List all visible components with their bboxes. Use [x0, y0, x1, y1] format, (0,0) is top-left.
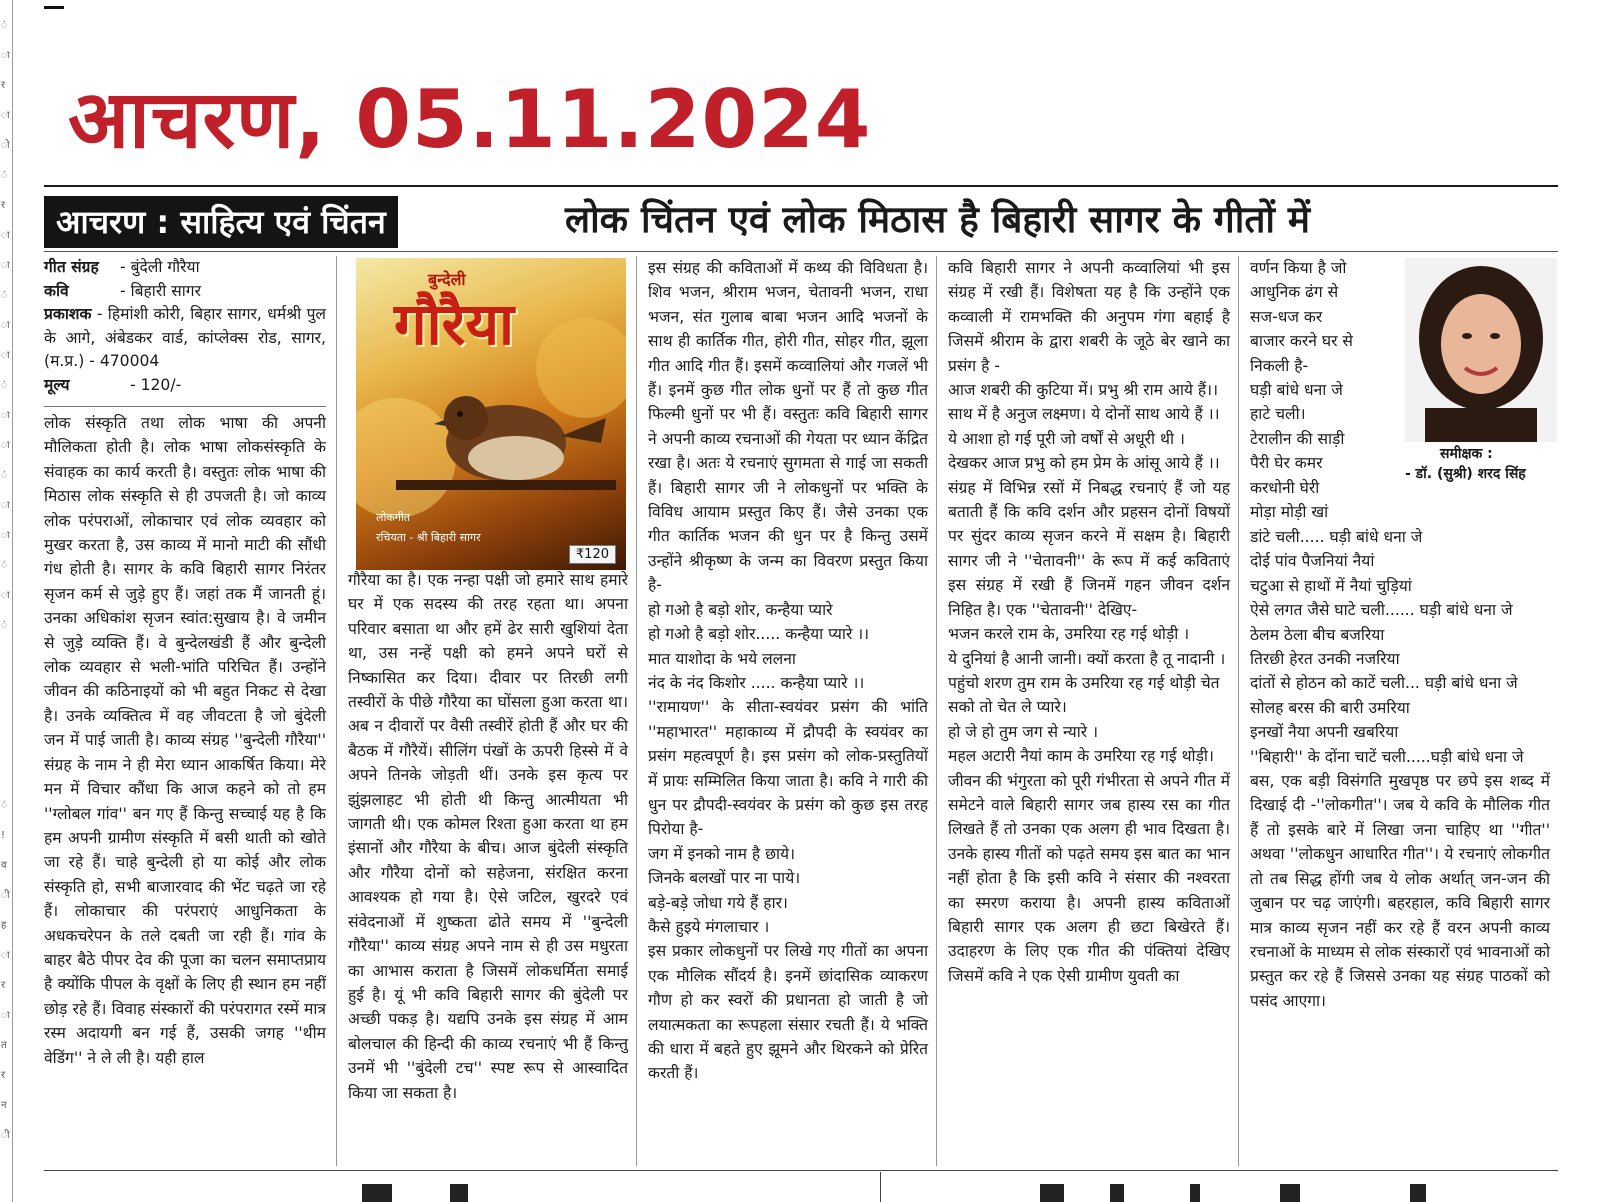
verse-line: चटुआ से हाथों में नैयां चुड़ियां [1250, 576, 1412, 595]
verse-line: देखकर आज प्रभु को हम प्रेम के आंसू आये हैं ।। [948, 454, 1220, 473]
verse-line: बड़े-बड़े जोधा गये हैं हार। [648, 893, 788, 912]
verse-line: हो गओ है बड़ो शोर..... कन्हैया प्यारे ।। [648, 625, 870, 644]
body-paragraph: जीवन की भंगुरता को पूरी गंभीरता से अपने गीत में समेटने वाले बिहारी सागर जब हास्य रस का गीत लिखते हैं तो उनका एक अलग ही भाव दिखता है। उनके हास्य गीतों को पढ़ते समय इस बात का भान नहीं होता है कि इसी कवि ने संसार की नश्वरता का स्मरण कराया है। अपनी हास्य कविताओं बिहारी सागर एक अलग ही छटा बिखेरते हैं। उदाहरण के लिए एक गीत की पंक्तियां देखिए जिसमें कवि ने एक ऐसी ग्रामीण युवती का [948, 771, 1230, 985]
body-paragraph: इस संग्रह की कविताओं में कथ्य की विविधता है। शिव भजन, श्रीराम भजन, चेतावनी भजन, राधा भजन, संत गुलाब बाबा भजन आदि भजनों के साथ ही कार्तिक गीत, होरी गीत, सोहर गीत, झूला गीत आदि गीत हैं। इसमें कव्वालियां और गजलें भी हैं। इनमें कुछ गीत लोक धुनों पर हैं तो कुछ गीत फिल्मी धुनों पर भी हैं। वस्तुतः कवि बिहारी सागर ने अपनी काव्य रचनाओं की गेयता पर ध्यान केंद्रित रखा है। अतः ये रचनाएं सुगमता से गाई जा सकती हैं। बिहारी सागर जी ने लोकधुनों पर भक्ति के विविध आयाम प्रस्तुत किए हैं। जैसे उनका एक गीत कार्तिक भजन की धुन पर है किन्तु उसमें उन्होंने श्रीकृष्ण के जन्म का विवरण प्रस्तुत किया है- [648, 259, 928, 595]
verse-line: ऐसे लगत जैसे घाटे चली...... घड़ी बांधे धना जे [1250, 601, 1513, 620]
book-cover-image [356, 258, 626, 570]
verse-line: ये आशा हो गई पूरी जो वर्षों से अधूरी थी । [948, 429, 1185, 448]
column-1 [44, 256, 326, 1070]
verse-line: जिनके बलखों पार ना पाये। [648, 869, 801, 888]
meta-key: गीत संग्रह [44, 258, 99, 276]
meta-key: कवि [44, 281, 69, 300]
body-paragraph: बस, एक बड़ी विसंगति मुखपृष्ठ पर छपे इस शब्द में दिखाई दी -''लोकगीत''। जब ये कवि के मौलिक गीत हैं तो इसके बारे में लिखा जना चाहिए था ''गीत'' अथवा ''लोकधुन आधारित गीत''। ये रचनाएं लोकगीत तो तब सिद्ध होंगी जब ये लोक अर्थात् जन-जन की जुबान पर चढ़ जाएंगी। बहरहाल, कवि बिहारी सागर मात्र काव्य सृजन नहीं कर रहे हैं वरन अपनी काव्य रचनाओं के माध्यम से लोक संस्कारों एवं भावनाओं को प्रस्तुत कर रहे हैं जिससे उनका यह संग्रह पाठकों को पसंद आएगा। [1250, 772, 1550, 1010]
verse-line: हो जे हो तुम जग से न्यारे । [948, 722, 1098, 741]
verse-line: मोड़ा मोड़ी खां [1250, 503, 1329, 522]
verse-line: कैसे हुइये मंगलाचार । [648, 917, 770, 936]
body-paragraph: कवि बिहारी सागर ने अपनी कव्वालियां भी इस संग्रह में रखी हैं। विशेषता यह है कि उन्होंने एक कव्वाली में रामभक्ति की अनुपम गंगा बहाई है जिसमें श्रीराम के द्वारा शबरी के जूठे बेर खाने का प्रसंग है - [948, 259, 1230, 375]
meta-divider [44, 397, 326, 407]
verse-line: ''बिहारी'' के दोंना चाटें चली.....घड़ी बांधे धना जे [1250, 747, 1524, 766]
body-paragraph: संग्रह में विभिन्न रसों में निबद्ध रचनाएं हैं जो यह बताती हैं कि कवि दर्शन और प्रहसन दोनों विषयों पर सुंदर काव्य सृजन करने में सक्षम है। बिहारी सागर जी ने ''चेतावनी'' के रूप में कई कविताएं इस संग्रह में रखी हैं जिनमें गहन जीवन दर्शन निहित है। एक ''चेतावनी'' देखिए- [948, 478, 1230, 619]
column-2 [348, 568, 628, 1105]
cover-top-word: बुन्देली [428, 270, 466, 289]
headline-rule [44, 251, 1558, 252]
verse-line: हो गओ है बड़ो शोर, कन्हैया प्यारे [648, 600, 833, 619]
body-paragraph: गौरैया का है। एक नन्हा पक्षी जो हमारे साथ हमारे घर में एक सदस्य की तरह रहता था। अपना परिवार बसाता था और हमें ढेर सारी खुशियां देता था, उस नन्हें पक्षी को हमने अपने घरों से निष्कासित कर दिया। दीवार पर तिरछी लगी तस्वीरों के पीछे गौरैया का घोंसला हुआ करता था। अब न दीवारों पर वैसी तस्वीरें होती हैं और घर की बैठक में गौरैयें। सीलिंग पंखों के ऊपरी हिस्से में वे अपने तिनके जोड़ती थीं। उनके इस कृत्य पर झुंझलाहट भी होती थी किन्तु आत्मीयता भी जागती थी। एक कोमल रिश्ता हुआ करता था हम इंसानों और गौरैया के बीच। आज बुंदेली संस्कृति और गौरैया दोनों को सहेजना, संरक्षित करना आवश्यक हो गया है। ऐसे जटिल, खुरदरे एवं संवेदनाओं में शुष्कता ढोते समय में ''बुन्देली गौरैया'' काव्य संग्रह अपने नाम से ही उस मधुरता का आभास कराता है जिसमें लोकधर्मिता समाई हुई है। यूं भी कवि बिहारी सागर की बुंदेली पर अच्छी पकड़ है। यद्यपि उनके इस संग्रह में आम बोलचाल की हिन्दी की काव्य रचनाएं भी हैं किन्तु उनमें भी ''बुंदेली टच'' स्पष्ट रूप से आस्वादित किया जा सकता है। [348, 571, 628, 1102]
verse-line: महल अटारी नैयां काम के उमरिया रह गई थोड़ी। [948, 747, 1214, 766]
verse-line: भजन करले राम के, उमरिया रह गई थोड़ी । [948, 625, 1190, 644]
book-meta-collection [44, 256, 326, 280]
section-tag: आचरण : साहित्य एवं चिंतन [44, 196, 398, 248]
verse-line: टेरालीन की साड़ी [1250, 429, 1345, 448]
verse-line: आधुनिक ढंग से [1250, 283, 1339, 302]
cover-author: रचियता - श्री बिहारी सागर [376, 531, 481, 544]
book-meta-publisher [44, 303, 326, 374]
book-meta-poet [44, 280, 326, 304]
meta-value: - 120/- [130, 375, 182, 394]
reviewer-label: समीक्षक : [1440, 446, 1493, 462]
verse-line: हाटे चली। [1250, 405, 1306, 424]
meta-key: मूल्य [44, 375, 70, 394]
column-5-top [1250, 256, 1400, 524]
verse-line: इनखों नैया अपनी खबरिया [1250, 723, 1399, 742]
body-paragraph: ''रामायण'' के सीता-स्वयंवर प्रसंग की भांति ''महाभारत'' महाकाव्य में द्रौपदी के स्वयंवर का प्रसंग महत्वपूर्ण है। इस प्रसंग को लोक-प्रस्तुतियों में प्रायः सम्मिलित किया जाता है। कवि ने गारी की धुन पर द्रौपदी-स्वयंवर के प्रसंग को कुछ इस तरह पिरोया है- [648, 698, 928, 839]
meta-value: - बिहारी सागर [120, 281, 201, 300]
verse-line: मात याशोदा के भये ललना [648, 649, 796, 668]
verse-line: पैरी घेर कमर [1250, 454, 1323, 473]
reviewer-portrait [1405, 258, 1557, 442]
verse-line: करधोनी घेरी [1250, 478, 1320, 497]
cover-title: गौरैया [394, 290, 515, 358]
verse-line: बाजार करने घर से [1250, 332, 1353, 351]
verse-line: नंद के नंद किशोर ..... कन्हैया प्यारे ।। [648, 673, 865, 692]
top-dash [44, 6, 64, 9]
meta-value: - बुंदेली गौरैया [120, 258, 200, 276]
meta-key: प्रकाशक [44, 305, 92, 323]
verse-line: साथ में है अनुज लक्ष्मण। ये दोनों साथ आये हैं ।। [948, 405, 1220, 424]
verse-line: आज शबरी की कुटिया में। प्रभु श्री राम आये हैं।। [948, 381, 1218, 400]
verse-line: डांटे चली..... घड़ी बांधे धना जे [1250, 528, 1423, 546]
masthead-title: आचरण, 05.11.2024 [68, 73, 872, 166]
top-rule [44, 185, 1558, 187]
verse-line: सोलह बरस की बारी उमरिया [1250, 698, 1410, 717]
column-5-bottom [1250, 525, 1550, 1013]
verse-line: घड़ी बांधे धना जे [1250, 381, 1343, 400]
column-divider [936, 256, 937, 1166]
verse-line: तिरछी हेरत उनकी नजरिया [1250, 650, 1400, 669]
verse-line: वर्णन किया है जो [1250, 259, 1347, 277]
verse-line: निकली है- [1250, 356, 1309, 375]
verse-line: सज-धज कर [1250, 307, 1323, 326]
cover-subtitle: लोकगीत [376, 511, 411, 524]
reviewer-photo [1405, 258, 1557, 442]
cover-price: ₹120 [569, 545, 616, 564]
page-edge-strip: ं ा र ा ो ं र ा ा ं ा ा ं ा ा ं ा ा ं ा ं ं ! व ी ह ा र ा त र न ी [0, 0, 13, 1202]
column-divider [636, 256, 637, 1166]
book-meta-price [44, 374, 326, 398]
verse-line: ये दुनियां है आनी जानी। क्यों करता है तू नादानी । [948, 649, 1226, 668]
column-divider [336, 256, 337, 1166]
verse-line: दोई पांव पैजनियां नैयां [1250, 552, 1375, 571]
bottom-rule [44, 1170, 1558, 1171]
next-article-cutoff [350, 1178, 1550, 1202]
article-headline: लोक चिंतन एवं लोक मिठास है बिहारी सागर के गीतों में [565, 198, 1311, 241]
body-paragraph: इस प्रकार लोकधुनों पर लिखे गए गीतों का अपना एक मौलिक सौंदर्य है। इनमें छांदासिक व्याकरण गौण हो कर स्वरों की प्रधानता हो जाती है जो लयात्मकता का रूपहला संसार रचती हैं। ये भक्ति की धारा में बहते हुए झूमने और थिरकने को प्रेरित करती हैं। [648, 942, 928, 1083]
verse-line: ठेलम ठेला बीच बजरिया [1250, 625, 1385, 644]
meta-value: - हिमांशी कोरी, बिहार सागर, धर्मश्री पुल के आगे, अंबेडकर वार्ड, कांप्लेक्स रोड, सागर, (म.प्र.) - 470004 [44, 305, 326, 370]
column-divider [1238, 256, 1239, 1166]
body-paragraph: लोक संस्कृति तथा लोक भाषा की अपनी मौलिकता होती है। लोक भाषा लोकसंस्कृति के संवाहक का कार्य करती है। वस्तुतः लोक भाषा की मिठास लोक संस्कृति से ही उपजती है। जो काव्य लोक परंपराओं, लोकाचार एवं लोक व्यवहार को मुखर करता है, उस काव्य में मानो माटी की सौंधी गंध होती है। सागर के कवि बिहारी सागर निरंतर सृजन कर्म से जुड़े हुए हैं। जहां तक मैं जानती हूं। उनका अधिकांश सृजन स्वांत:सुखाय है। वे जमीन से जुड़े व्यक्ति हैं। वे बुन्देलखंडी हैं और बुन्देली लोक व्यवहार से भली-भांति परिचित हैं। उन्होंने जीवन की कठिनाइयों को भी बहुत निकट से देखा है। उनके व्यक्तित्व में वह जीवटता है जो बुंदेली जन में पाई जाती है। काव्य संग्रह ''बुन्देली गौरैया'' संग्रह के नाम ने ही मेरा ध्यान आकर्षित किया। मेरे मन में विचार कौंधा कि आज कहने को तो हम ''ग्लोबल गांव'' बन गए हैं किन्तु सच्चाई यह है कि हम अपनी ग्रामीण संस्कृति में बसी थाती को खोते जा रहे हैं। चाहे बुन्देली हो या कोई और लोक संस्कृति हो, सभी बाजारवाद की भेंट चढ़ते जा रहे हैं। लोकाचार की परंपराएं आधुनिकता के अधकचरेपन के तले दबती जा रही हैं। गांव के बाहर बैठे पीपर देव की पूजा का चलन समाप्तप्राय है क्योंकि पीपल के वृक्षों के लिए ही स्थान हम नहीं छोड़ रहे हैं। विवाह संस्कारों की परंपरागत रस्में मात्र रस्म अदायगी बन गई हैं, उसकी जगह ''थीम वेडिंग'' ने ले ली है। यही हाल [44, 414, 326, 1067]
column-4 [948, 256, 1230, 988]
column-3 [648, 256, 928, 1086]
verse-line: जग में इनको नाम है छाये। [648, 844, 796, 863]
verse-line: दांतों से होठन को काटें चली... घड़ी बांधे धना जे [1250, 674, 1518, 693]
reviewer-name: - डॉ. (सुश्री) शरद सिंह [1405, 466, 1526, 482]
verse-line: पहुंचो शरण तुम राम के उमरिया रह गई थोड़ी चेत सको तो चेत ले प्यारे। [948, 673, 1220, 717]
